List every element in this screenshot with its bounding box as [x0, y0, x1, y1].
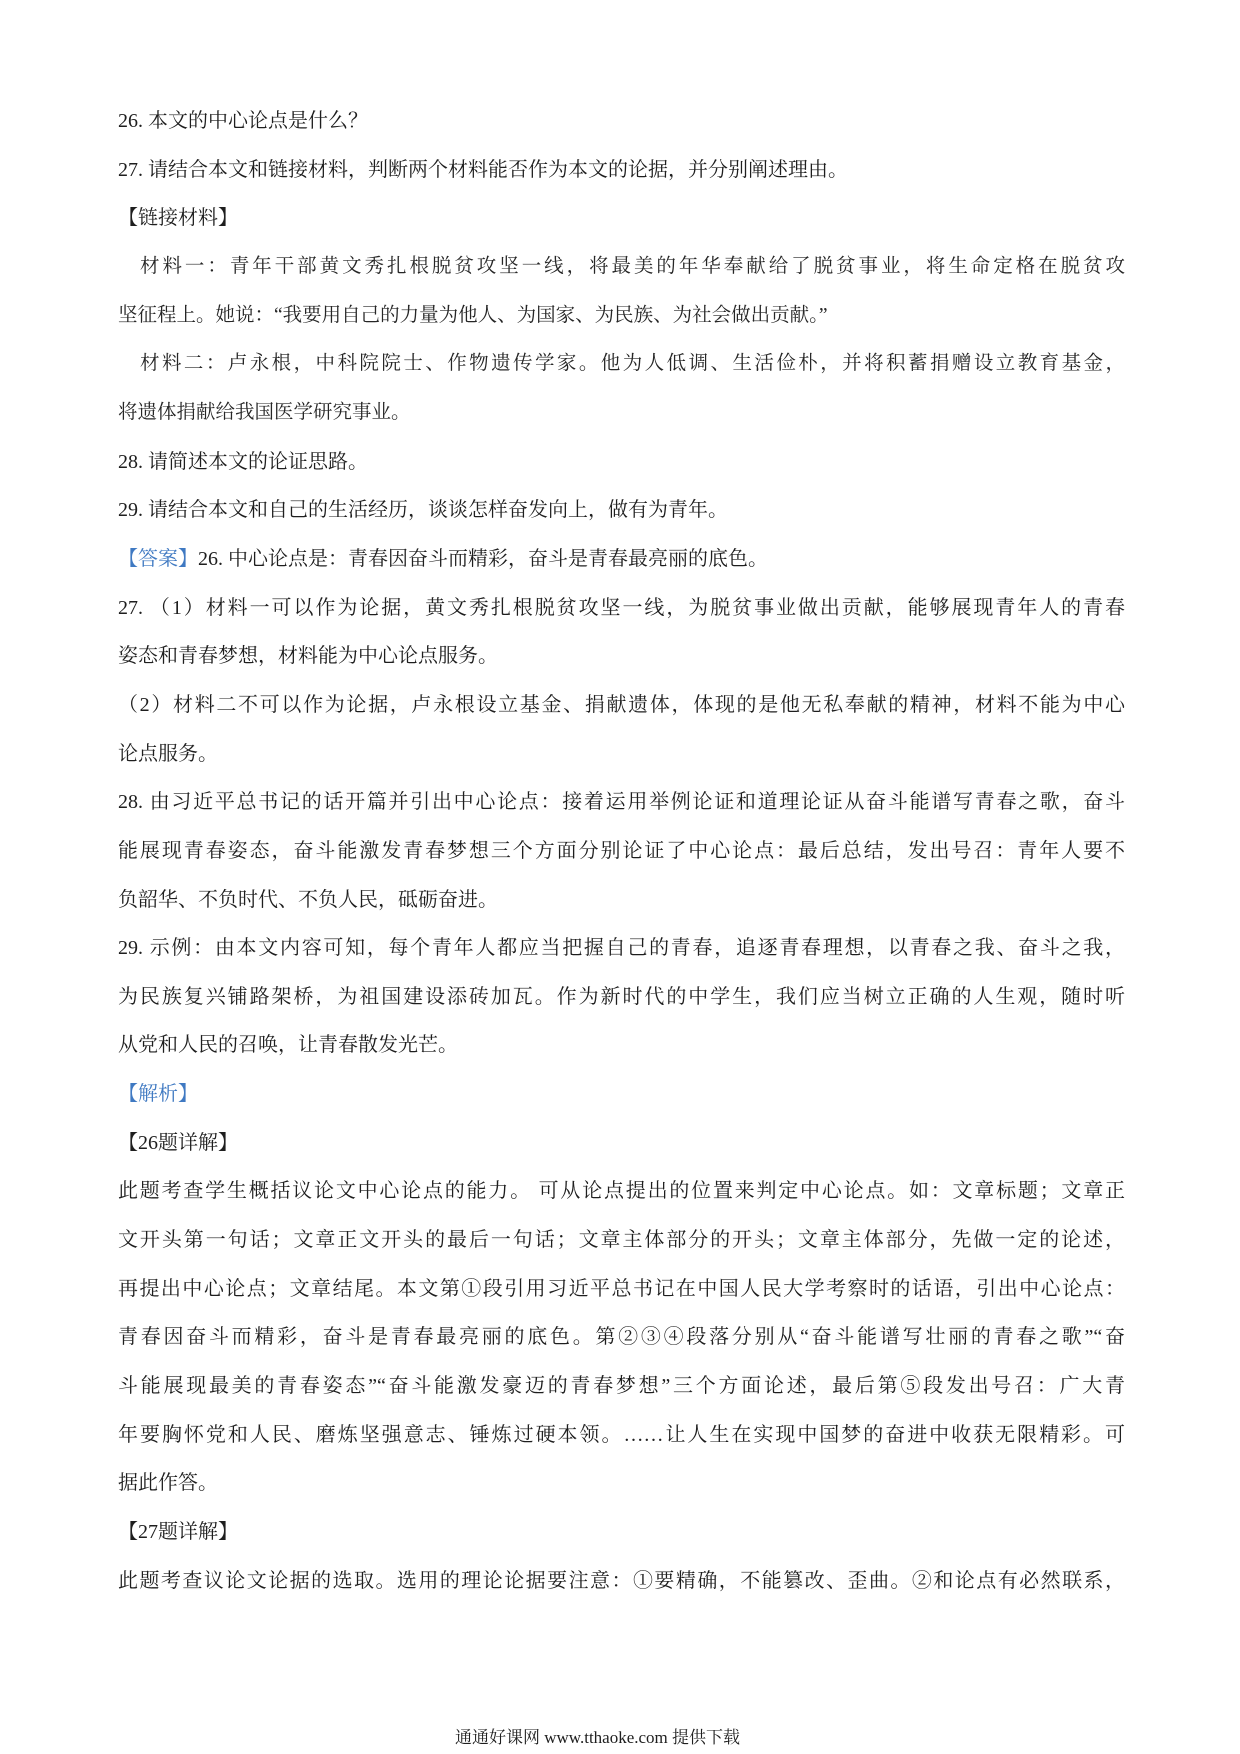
detail-26-line: 据此作答。	[118, 1472, 218, 1495]
question-29: 29. 请结合本文和自己的生活经历，谈谈怎样奋发向上，做有为青年。	[118, 499, 728, 522]
detail-27-line: 此题考查议论文论据的选取。选用的理论论据要注意：①要精确，不能篡改、歪曲。②和论点有必然联系，	[118, 1569, 1125, 1592]
question-28: 28. 请简述本文的论证思路。	[118, 450, 368, 473]
answer-27-2-line: （2）材料二不可以作为论据，卢永根设立基金、捐献遗体，体现的是他无私奉献的精神，材料不能为中心	[118, 693, 1125, 716]
answer-26: 26. 中心论点是：青春因奋斗而精彩，奋斗是青春最亮丽的底色。	[198, 547, 768, 570]
answer-29-line: 29. 示例：由本文内容可知，每个青年人都应当把握自己的青春，追逐青春理想，以青春之我、奋斗之我，	[118, 937, 1125, 960]
material-2-line: 将遗体捐献给我国医学研究事业。	[118, 401, 411, 423]
answer-28-line: 负韶华、不负时代、不负人民，砥砺奋进。	[118, 888, 498, 911]
detail-26-line: 文开头第一句话；文章正文开头的最后一句话；文章主体部分的开头；文章主体部分，先做一定的论述，	[118, 1229, 1125, 1252]
question-26: 26. 本文的中心论点是什么？	[118, 110, 368, 132]
detail-26-heading: 【26题详解】	[118, 1131, 238, 1154]
link-material-heading: 【链接材料】	[118, 207, 238, 230]
detail-26-line: 青春因奋斗而精彩，奋斗是青春最亮丽的底色。第②③④段落分别从“奋斗能谱写壮丽的青春之歌”“奋	[118, 1326, 1125, 1349]
answer-29-line: 为民族复兴铺路架桥，为祖国建设添砖加瓦。作为新时代的中学生，我们应当树立正确的人生观，随时听	[118, 985, 1125, 1008]
answer-27-1-line: 27. （1）材料一可以作为论据，黄文秀扎根脱贫攻坚一线，为脱贫事业做出贡献，能够展现青年人的青春	[118, 596, 1125, 619]
document-page	[118, 97, 1125, 1605]
page-footer: 通通好课网 www.tthaoke.com 提供下载	[455, 1728, 741, 1747]
answer-26-line	[118, 535, 1125, 584]
material-1-line: 坚征程上。她说：“我要用自己的力量为他人、为国家、为民族、为社会做出贡献。”	[118, 304, 828, 326]
question-27: 27. 请结合本文和链接材料，判断两个材料能否作为本文的论据，并分别阐述理由。	[118, 158, 848, 181]
material-2-line: 材料二：卢永根，中科院院士、作物遗传学家。他为人低调、生活俭朴，并将积蓄捐赠设立教育基金，	[140, 353, 1125, 375]
answer-29-line: 从党和人民的召唤，让青春散发光芒。	[118, 1034, 458, 1057]
analysis-tag: 【解析】	[118, 1083, 198, 1106]
detail-26-line: 此题考查学生概括议论文中心论点的能力。 可从论点提出的位置来判定中心论点。如：文章标题；文章正	[118, 1180, 1125, 1203]
answer-27-1-line: 姿态和青春梦想，材料能为中心论点服务。	[118, 645, 498, 668]
detail-26-line: 再提出中心论点；文章结尾。本文第①段引用习近平总书记在中国人民大学考察时的话语，引出中心论点：	[118, 1277, 1125, 1300]
answer-27-2-line: 论点服务。	[118, 742, 218, 765]
detail-27-heading: 【27题详解】	[118, 1521, 238, 1544]
answer-tag: 【答案】	[118, 547, 198, 570]
detail-26-line: 斗能展现最美的青春姿态”“奋斗能激发豪迈的青春梦想”三个方面论述，最后第⑤段发出号召：广大青	[118, 1375, 1125, 1398]
answer-28-line: 能展现青春姿态，奋斗能激发青春梦想三个方面分别论证了中心论点：最后总结，发出号召：青年人要不	[118, 839, 1125, 862]
answer-28-line: 28. 由习近平总书记的话开篇并引出中心论点：接着运用举例论证和道理论证从奋斗能谱写青春之歌，奋斗	[118, 791, 1125, 814]
material-1-line: 材料一：青年干部黄文秀扎根脱贫攻坚一线，将最美的年华奉献给了脱贫事业，将生命定格在脱贫攻	[140, 255, 1125, 277]
detail-26-line: 年要胸怀党和人民、磨炼坚强意志、锤炼过硬本领。……让人生在实现中国梦的奋进中收获无限精彩。可	[118, 1423, 1125, 1446]
